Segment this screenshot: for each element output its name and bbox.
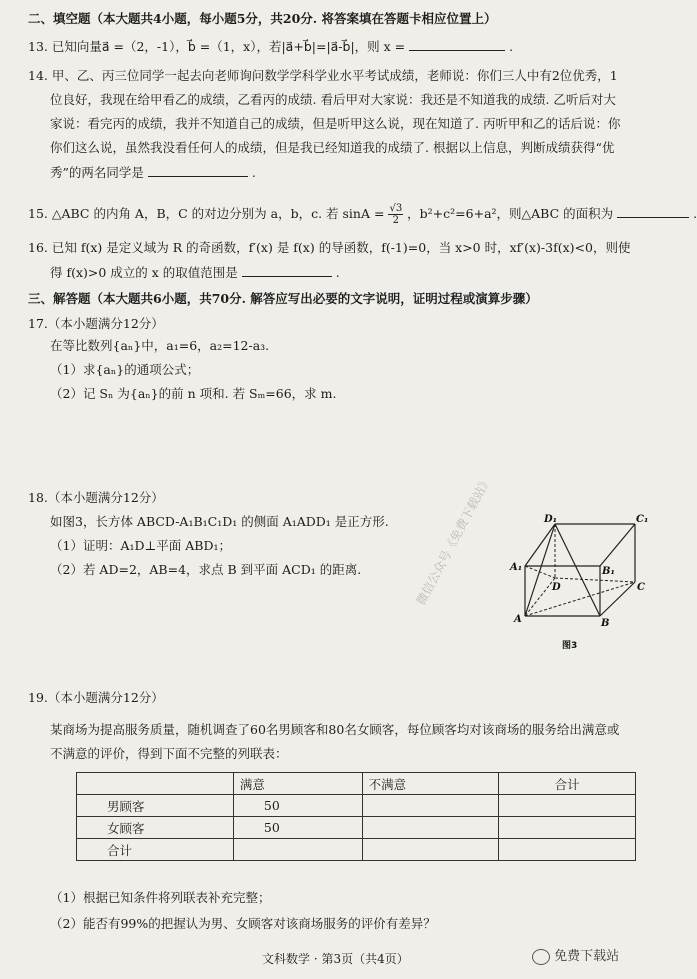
watermark-text: 微信公众号《免费下载站》 xyxy=(413,473,494,608)
table-cell xyxy=(362,817,499,839)
contingency-table xyxy=(76,772,636,861)
answer-blank-15 xyxy=(617,205,689,218)
label-C: C xyxy=(637,582,645,593)
section-2-heading: 二、填空题（本大题共4小题，每小题5分，共20分. 将答案填在答题卡相应位置上） xyxy=(28,11,497,26)
figure-caption: 图3 xyxy=(562,641,578,651)
page-footer: 文科数学 · 第3页（共4页） xyxy=(262,952,409,966)
question-19-part-1: （1）根据已知条件将列联表补充完整； xyxy=(50,890,271,905)
label-C1: C₁ xyxy=(636,514,649,525)
table-cell: 女顾客 xyxy=(77,817,234,839)
question-16-line-1: 16. 已知 f(x) 是定义域为 R 的奇函数，f′(x) 是 f(x) 的导函数，f(-1)=0，当 x>0 时，xf′(x)-3f(x)<0，则使 xyxy=(28,240,631,255)
question-15: 15. △ABC 的内角 A，B，C 的对边分别为 a，b，c. 若 sinA = $\frac{√3}{2}$ ，b²+c²=6+a²，则△ABC 的面积为 . xyxy=(28,203,697,226)
question-19-stem-2: 不满意的评价，得到下面不完整的列联表： xyxy=(50,746,288,761)
table-cell xyxy=(499,817,636,839)
table-row xyxy=(77,795,636,817)
table-cell xyxy=(362,839,499,861)
label-A: A xyxy=(514,614,522,625)
table-header-cell: 满意 xyxy=(233,773,362,795)
table-cell xyxy=(499,795,636,817)
table-header-cell: 合计 xyxy=(499,773,636,795)
label-B1: B₁ xyxy=(602,566,615,577)
table-cell: 50 xyxy=(233,817,362,839)
question-19-stem-1: 某商场为提高服务质量，随机调查了60名男顾客和80名女顾客，每位顾客均对该商场的服务给出满意或 xyxy=(50,722,620,737)
answer-blank-13 xyxy=(409,38,505,51)
table-row xyxy=(77,839,636,861)
sqrt3-over-2: $\frac{√3}{2}$ xyxy=(389,203,403,226)
question-14-line-1: 14. 甲、乙、丙三位同学一起去向老师询问数学学科学业水平考试成绩，老师说：你们三人中有2位优秀，1 xyxy=(28,68,618,83)
question-17-stem: 在等比数列{aₙ}中，a₁=6，a₂=12-a₃. xyxy=(50,338,270,353)
question-19-heading: 19.（本小题满分12分） xyxy=(28,690,164,705)
table-header-cell: 不满意 xyxy=(362,773,499,795)
question-14-line-4: 你们这么说，虽然我没看任何人的成绩，但是我已经知道我的成绩了. 根据以上信息，判断成绩获得“优 xyxy=(50,140,615,155)
question-17-part-2: （2）记 Sₙ 为{aₙ}的前 n 项和. 若 Sₘ=66，求 m. xyxy=(50,386,337,401)
question-18-part-1: （1）证明：A₁D⊥平面 ABD₁； xyxy=(50,538,231,553)
question-18-part-2: （2）若 AD=2，AB=4，求点 B 到平面 ACD₁ 的距离. xyxy=(50,562,362,577)
question-14-line-5: 秀”的两名同学是 . xyxy=(50,165,256,180)
answer-blank-16 xyxy=(242,264,332,277)
table-cell xyxy=(233,839,362,861)
table-header-row xyxy=(77,773,636,795)
table-cell: 50 xyxy=(233,795,362,817)
section-3-heading: 三、解答题（本大题共6小题，共70分. 解答应写出必要的文字说明，证明过程或演算步骤） xyxy=(28,291,538,306)
label-B: B xyxy=(601,618,610,629)
table-row xyxy=(77,817,636,839)
question-18-heading: 18.（本小题满分12分） xyxy=(28,490,164,505)
table-header-cell xyxy=(77,773,234,795)
wechat-icon xyxy=(532,949,550,965)
question-18-stem: 如图3，长方体 ABCD-A₁B₁C₁D₁ 的侧面 A₁ADD₁ 是正方形. xyxy=(50,514,389,529)
table-cell: 合计 xyxy=(77,839,234,861)
wechat-badge: 免费下载站 xyxy=(532,945,619,965)
label-A1: A₁ xyxy=(510,562,523,573)
question-14-line-2: 位良好，我现在给甲看乙的成绩，乙看丙的成绩. 看后甲对大家说：我还是不知道我的成绩. 乙听后对大 xyxy=(50,92,616,107)
question-13: 13. 已知向量a⃗ =（2，-1），b⃗ =（1，x），若|a⃗+b⃗|=|a⃗-b⃗|，则 x = . xyxy=(28,39,514,54)
label-D1: D₁ xyxy=(544,514,558,525)
question-14-line-3: 家说：看完丙的成绩，我并不知道自己的成绩，但是听甲这么说，现在知道了. 丙听甲和乙的话后说：你 xyxy=(50,116,621,131)
question-19-part-2: （2）能否有99%的把握认为男、女顾客对该商场服务的评价有差异？ xyxy=(50,916,436,931)
question-16-line-2: 得 f(x)>0 成立的 x 的取值范围是 . xyxy=(50,265,340,280)
label-D: D xyxy=(552,582,561,593)
question-17-part-1: （1）求{aₙ}的通项公式； xyxy=(50,362,200,377)
question-17-heading: 17.（本小题满分12分） xyxy=(28,316,164,331)
table-cell xyxy=(499,839,636,861)
cuboid-figure xyxy=(500,510,650,660)
answer-blank-14 xyxy=(148,164,248,177)
table-cell: 男顾客 xyxy=(77,795,234,817)
table-cell xyxy=(362,795,499,817)
